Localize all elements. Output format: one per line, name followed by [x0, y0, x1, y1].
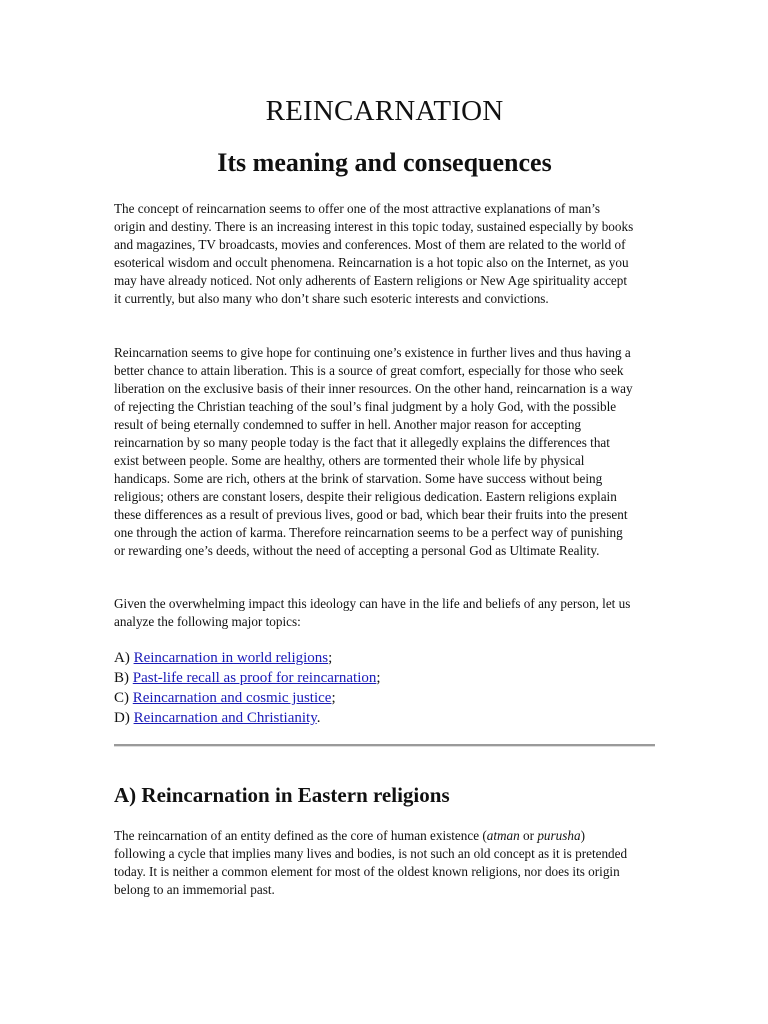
topic-suffix: ; [331, 690, 336, 706]
topic-link-world-religions[interactable]: Reincarnation in world religions [133, 650, 329, 666]
topic-link-christianity[interactable]: Reincarnation and Christianity [133, 710, 317, 726]
section-text-or: or [519, 828, 538, 843]
topic-suffix: ; [376, 670, 381, 686]
term-purusha: purusha [537, 828, 581, 843]
section-text-start: The reincarnation of an entity defined as the core of human existence ( [114, 828, 487, 843]
topic-prefix: B) [114, 670, 133, 686]
term-atman: atman [486, 828, 520, 843]
topic-suffix: . [316, 710, 321, 726]
intro-paragraph: The concept of reincarnation seems to offer one of the most attractive explanations of man’s origin and destiny. There is an increasing interest in this topic today, sustained especially by books and magazines, TV broadcasts, movies and conferences. Most of them are related to the world of esoterical wisdom and occult phenomena. Reincarnation is a hot topic also on the Internet, as you may have already noticed. Not only adherents of Eastern religions or New Age spirituality accept it currently, but also many who don’t share such esoteric interests and convictions. [114, 201, 634, 306]
topic-link-cosmic-justice[interactable]: Reincarnation and cosmic justice [132, 690, 332, 706]
topics-list [114, 648, 381, 728]
topic-item-d [114, 708, 381, 728]
topic-item-c [114, 688, 381, 708]
topic-item-b [114, 668, 381, 688]
topic-item-a [114, 648, 381, 668]
horizontal-divider [114, 744, 655, 747]
topic-prefix: A) [114, 650, 134, 666]
topic-prefix: D) [114, 710, 134, 726]
hope-paragraph: Reincarnation seems to give hope for continuing one’s existence in further lives and thus having a better chance to attain liberation. This is a source of great comfort, especially for those who seek liberation on the exclusive basis of their inner resources. On the other hand, reincarnation is a way of rejecting the Christian teaching of the soul’s final judgment by a holy God, with the possible result of being eternally condemned to suffer in hell. Another major reason for accepting reincarnation by so many people today is the fact that it allegedly explains the differences that exist between people. Some are healthy, others are tormented their whole life by physical handicaps. Some are rich, others at the brink of starvation. Some have success without being religious; others are constant losers, despite their religious dedication. Eastern religions explain these differences as a result of previous lives, good or bad, which bear their fruits into the present one through the action of karma. Therefore reincarnation seems to be a perfect way of punishing or rewarding one’s deeds, without the need of accepting a personal God as Ultimate Reality. [114, 345, 633, 558]
topic-suffix: ; [328, 650, 333, 666]
section-text-end: ) following a cycle that implies many lives and bodies, is not such an old concept as it is pretended today. It is neither a common element for most of the oldest known religions, nor does its origin belong to an immemorial past. [114, 828, 628, 897]
topics-intro-paragraph: Given the overwhelming impact this ideology can have in the life and beliefs of any person, let us analyze the following major topics: [114, 596, 631, 629]
page-title: REINCARNATION [265, 95, 504, 127]
page-subtitle: Its meaning and consequences [217, 148, 552, 177]
topic-link-past-life-recall[interactable]: Past-life recall as proof for reincarnation [132, 670, 377, 686]
topic-prefix: C) [114, 690, 133, 706]
section-paragraph [114, 827, 634, 899]
section-heading-eastern-religions: A) Reincarnation in Eastern religions [114, 783, 450, 807]
